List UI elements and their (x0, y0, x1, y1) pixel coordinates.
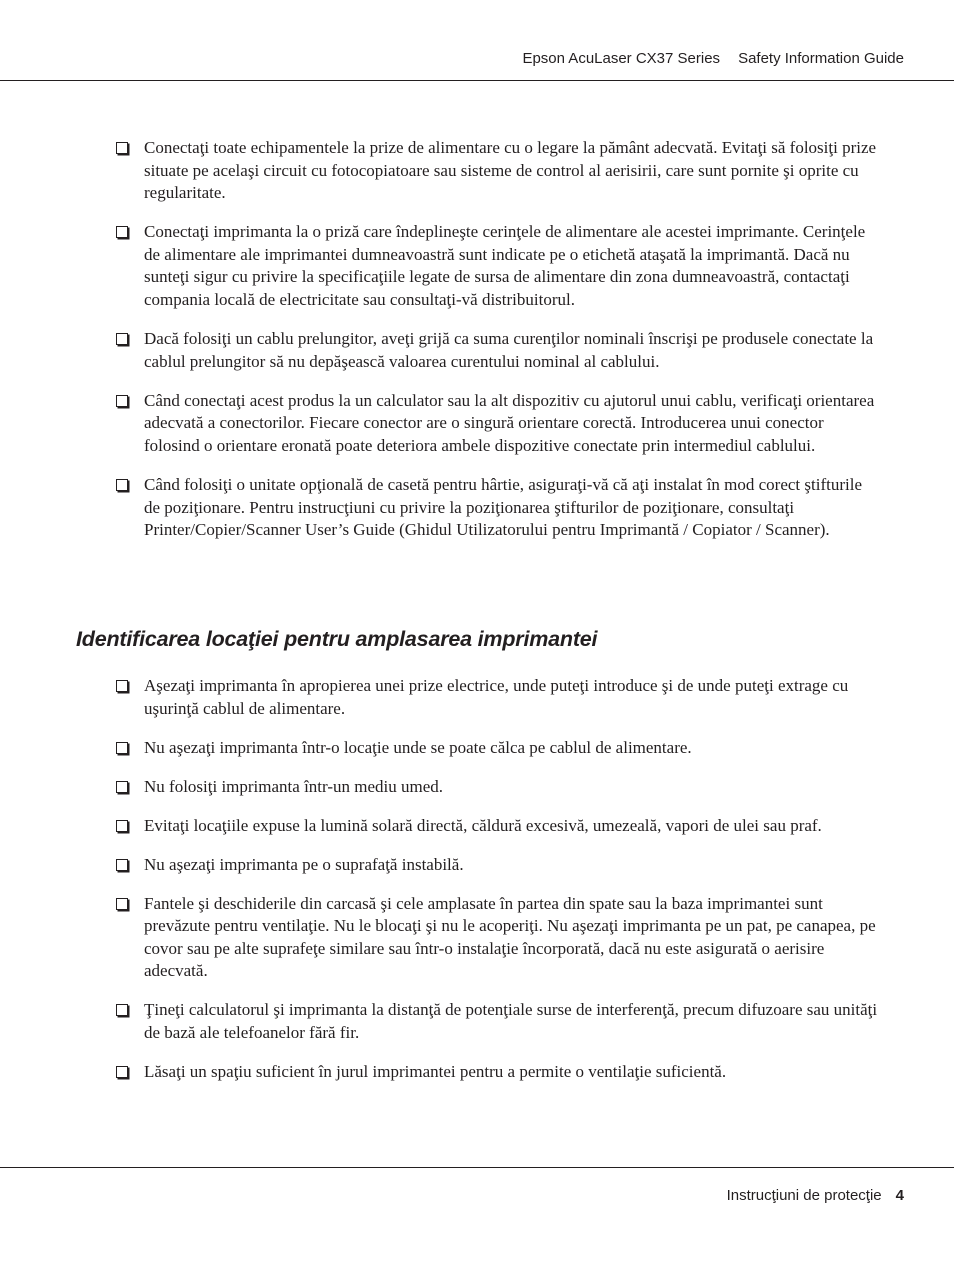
list-item-text: Conectaţi imprimanta la o priză care îndeplineşte cerinţele de alimentare ale acestei imprimante. Cerinţele de alimentare ale imprimantei dumneavoastră sunt indicate pe o etichetă ataşată la imprimantă. Dacă nu sunteţi sigur cu privire la specificaţiile legate de sursa de alimentare din zona dumneavoastră, contactaţi compania locală de electricitate sau consultaţi-vă distribuitorul. (144, 222, 866, 310)
checkbox-bullet-icon (116, 479, 128, 491)
list-item (0, 474, 954, 542)
list-item (0, 1061, 954, 1084)
list-item-text: Ţineţi calculatorul şi imprimanta la distanţă de potenţiale surse de interferenţă, precum difuzoare sau unităţi de bază ale telefoanelor fără fir. (144, 1000, 878, 1042)
running-footer (727, 1187, 904, 1204)
header-product: Epson AcuLaser CX37 Series (522, 50, 721, 67)
checkbox-bullet-icon (116, 1004, 128, 1016)
list-item-text: Când folosiţi o unitate opţională de casetă pentru hârtie, asiguraţi-vă că aţi instalat în mod corect ştifturile de poziţionare. Pentru instrucţiuni cu privire la poziţionarea ştifturilor de poziţionare, consultaţi Printer/Copier/Scanner User’s Guide (Ghidul Utilizatorului pentru Imprimantă / Copiator / Scanner). (144, 475, 863, 540)
footer-rule (0, 1167, 954, 1168)
checkbox-bullet-icon (116, 142, 128, 154)
section-heading: Identificarea locaţiei pentru amplasarea imprimantei (76, 627, 598, 651)
list-item (0, 328, 954, 373)
page-number: 4 (895, 1187, 904, 1204)
list-item-text: Dacă folosiţi un cablu prelungitor, aveţi grijă ca suma curenţilor nominali înscrişi pe produsele conectate la cablul prelungitor să nu depăşească valoarea curentului nominal al cablului. (144, 329, 874, 371)
checkbox-bullet-icon (116, 680, 128, 692)
checkbox-bullet-icon (116, 333, 128, 345)
list-item-text: Fantele şi deschiderile din carcasă şi cele amplasate în partea din spate sau la baza imprimantei sunt prevăzute pentru ventilaţie. Nu le blocaţi şi nu le acoperiţi. Nu aşezaţi imprimanta pe un pat, pe canapea, pe covor sau pe alte suprafeţe similare sau într-o instalaţie încorporată, dacă nu este asigurată o aerisire adecvată. (144, 893, 876, 981)
list-item-text: Conectaţi toate echipamentele la prize de alimentare cu o legare la pământ adecvată. Evitaţi să folosiţi prize situate pe acelaşi circuit cu fotocopiatoare sau sisteme de control al aerisirii, care sunt pornite şi oprite cu regularitate. (144, 138, 877, 203)
list-item (0, 137, 954, 205)
list-item (0, 221, 954, 311)
list-item-text: Când conectaţi acest produs la un calculator sau la alt dispozitiv cu ajutorul unui cablu, verificaţi orientarea adecvată a conectorilor. Fiecare conector are o singură orientare corectă. Introducerea unui conector folosind o orientare eronată poate deteriora ambele dispozitive conectate prin intermediul cablului. (144, 390, 875, 456)
list-item (0, 893, 954, 983)
list-item (0, 776, 954, 799)
checkbox-bullet-icon (116, 226, 128, 238)
list-item (0, 999, 954, 1044)
list-item (0, 854, 954, 877)
checkbox-bullet-icon (116, 781, 128, 793)
checkbox-bullet-icon (116, 820, 128, 832)
checkbox-bullet-icon (116, 898, 128, 910)
list-item-text: Nu aşezaţi imprimanta într-o locaţie unde se poate călca pe cablul de alimentare. (144, 737, 692, 757)
list-item-text: Evitaţi locaţiile expuse la lumină solară directă, căldură excesivă, umezeală, vapori de ulei sau praf. (144, 815, 822, 835)
list-item (0, 815, 954, 838)
safety-list-connections (0, 137, 954, 558)
checkbox-bullet-icon (116, 742, 128, 754)
list-item (0, 675, 954, 720)
list-item-text: Nu folosiţi imprimanta într-un mediu umed. (144, 776, 444, 796)
footer-section-name: Instrucţiuni de protecţie (726, 1187, 882, 1204)
list-item (0, 390, 954, 458)
running-header (522, 50, 904, 67)
list-item-text: Lăsaţi un spaţiu suficient în jurul imprimantei pentru a permite o ventilaţie suficientă. (144, 1061, 727, 1081)
safety-list-placement (0, 675, 954, 1100)
checkbox-bullet-icon (116, 859, 128, 871)
checkbox-bullet-icon (116, 395, 128, 407)
list-item-text: Nu aşezaţi imprimanta pe o suprafaţă instabilă. (144, 854, 464, 874)
header-rule (0, 80, 954, 81)
checkbox-bullet-icon (116, 1066, 128, 1078)
list-item (0, 737, 954, 760)
list-item-text: Aşezaţi imprimanta în apropierea unei prize electrice, unde puteţi introduce şi de unde puteţi extrage cu uşurinţă cablul de alimentare. (144, 676, 849, 718)
header-guide-title: Safety Information Guide (738, 50, 904, 67)
